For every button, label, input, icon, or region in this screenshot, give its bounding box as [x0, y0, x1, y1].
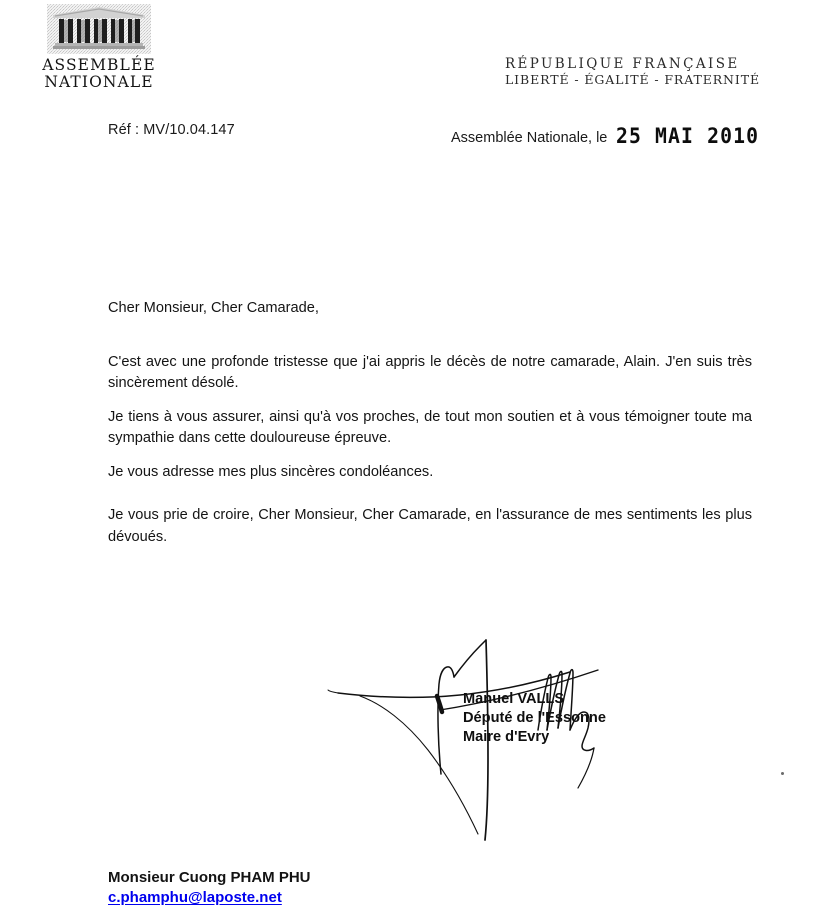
- signature-name-block: [463, 690, 606, 747]
- institution-name: [34, 57, 164, 91]
- recipient-email[interactable]: c.phamphu@laposte.net: [108, 889, 282, 906]
- reference-number: Réf : MV/10.04.147: [108, 122, 235, 138]
- recipient-block: [108, 868, 311, 908]
- republic-motto-block: [505, 56, 760, 88]
- signatory-name: Manuel VALLS: [463, 691, 565, 707]
- paragraph-4: Je vous prie de croire, Cher Monsieur, Cher Camarade, en l'assurance de mes sentiments les plus dévoués.: [108, 507, 752, 545]
- paragraph-3: Je vous adresse mes plus sincères condoléances.: [108, 463, 434, 480]
- letterhead: [34, 4, 164, 91]
- place-and-date: [451, 123, 769, 147]
- signature-area: [320, 578, 630, 848]
- recipient-name: Monsieur Cuong PHAM PHU: [108, 869, 311, 886]
- paragraph-2: Je tiens à vous assurer, ainsi qu'à vos proches, de tout mon soutien et à vous témoigner toute ma sympathie dans cette douloureuse épreuve.: [108, 408, 752, 446]
- institution-line-1: ASSEMBLÉE: [42, 56, 156, 74]
- salutation: Cher Monsieur, Cher Camarade,: [108, 300, 319, 316]
- scan-artifact-speck: [781, 772, 784, 775]
- paragraph-1: C'est avec une profonde tristesse que j'ai appris le décès de notre camarade, Alain. J'en suis très sincèrement désolé.: [108, 353, 752, 391]
- letter-body: [108, 298, 752, 548]
- date-stamp: 25 MAI 2010: [616, 124, 760, 148]
- republic-motto: LIBERTÉ - ÉGALITÉ - FRATERNITÉ: [504, 72, 760, 87]
- assemblee-nationale-colonnade-emblem: [47, 4, 151, 54]
- republic-title: RÉPUBLIQUE FRANÇAISE: [504, 56, 740, 72]
- institution-line-2: NATIONALE: [44, 73, 154, 91]
- signatory-title-2: Maire d'Evry: [463, 729, 550, 745]
- place-label: Assemblée Nationale, le: [451, 130, 608, 146]
- signatory-title-1: Député de l'Essonne: [463, 710, 606, 726]
